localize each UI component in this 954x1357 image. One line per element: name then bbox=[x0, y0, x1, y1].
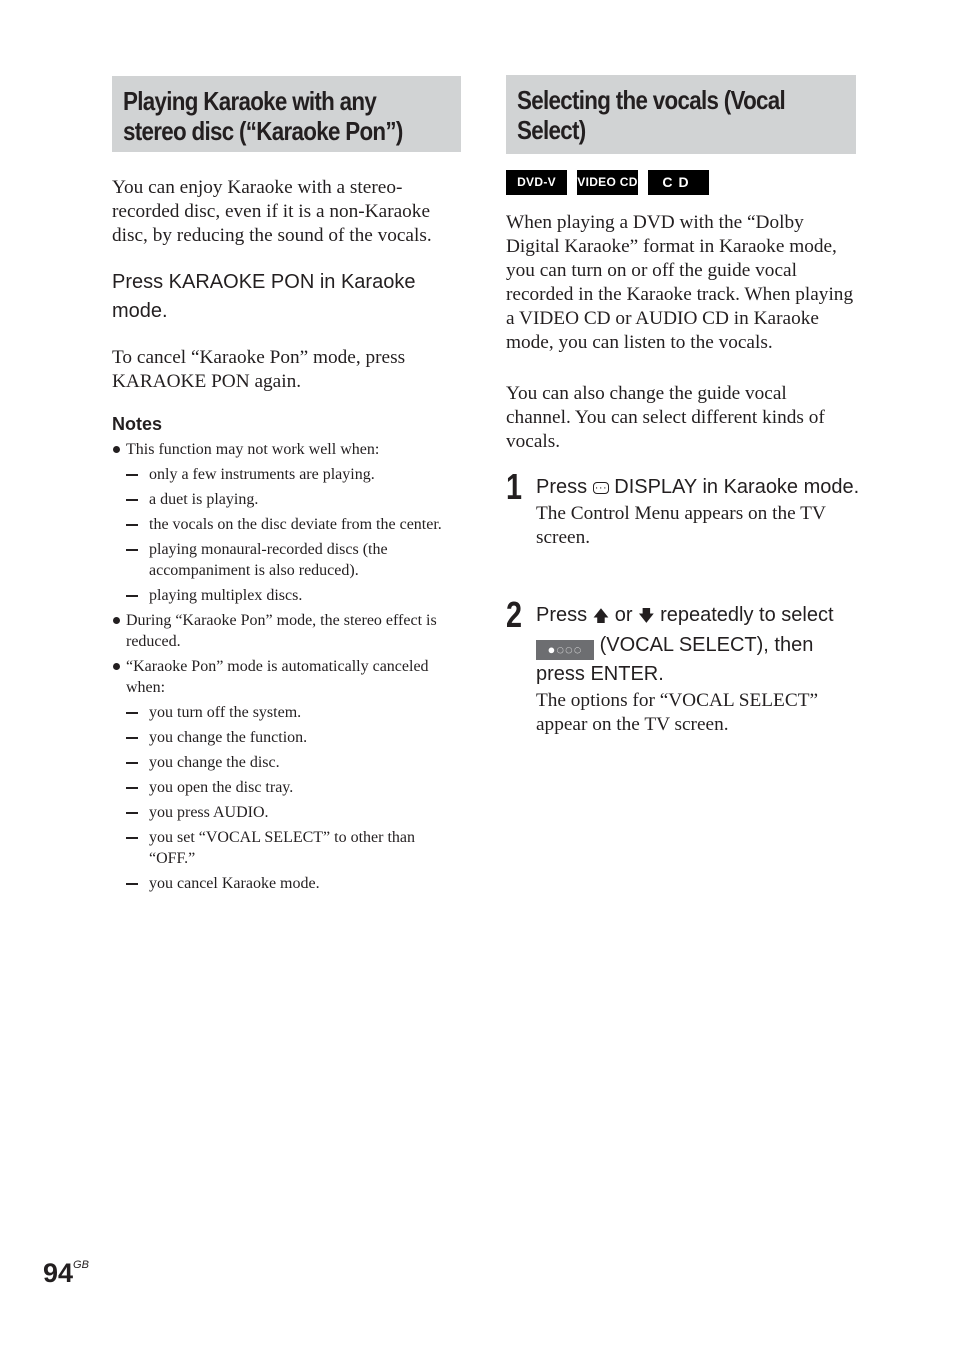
note-subitem bbox=[112, 873, 464, 894]
step-1 bbox=[506, 466, 866, 550]
step-2-result: The options for “VOCAL SELECT” appear on the TV screen. bbox=[536, 690, 819, 735]
note-subitem bbox=[112, 777, 464, 798]
step-1-rest-text: DISPLAY in Karaoke mode. bbox=[614, 476, 860, 498]
step-2 bbox=[506, 594, 866, 737]
note-text: This function may not work well when: bbox=[126, 441, 380, 458]
note-subitem-text: a duet is playing. bbox=[149, 491, 259, 508]
step-1-number: 1 bbox=[506, 466, 523, 507]
bullet-dot bbox=[113, 446, 120, 453]
step-1-instruction bbox=[536, 473, 866, 502]
up-arrow-icon: 🡅 bbox=[592, 608, 610, 625]
note-subitem bbox=[112, 585, 464, 606]
step-2-or-text: or bbox=[614, 604, 633, 626]
note-subitem bbox=[112, 489, 464, 510]
vocal-channel-paragraph: You can also change the guide vocal channel. You can select different kinds of vocals. bbox=[506, 383, 825, 452]
notes-title: Notes bbox=[112, 414, 163, 434]
note-subitem-text: you turn off the system. bbox=[149, 704, 302, 721]
page-number bbox=[43, 1245, 89, 1293]
note-subitem bbox=[112, 827, 464, 869]
heading-line-2: Select) bbox=[517, 115, 586, 145]
step-1-press-text: Press bbox=[536, 476, 588, 498]
note-item bbox=[112, 439, 464, 460]
note-subitem-text: you cancel Karaoke mode. bbox=[149, 875, 320, 892]
note-subitem bbox=[112, 539, 464, 581]
note-subitem-text: only a few instruments are playing. bbox=[149, 466, 375, 483]
step-2-number: 2 bbox=[506, 594, 523, 635]
note-subitem-text: you open the disc tray. bbox=[149, 779, 294, 796]
note-subitem bbox=[112, 727, 464, 748]
instruction-press-karaoke-pon: Press KARAOKE PON in Karaoke mode. bbox=[112, 271, 416, 322]
display-button-icon bbox=[593, 482, 609, 494]
page-suffix: GB bbox=[73, 1259, 89, 1271]
step-1-result: The Control Menu appears on the TV screen. bbox=[536, 503, 826, 548]
disc-type-badges bbox=[506, 170, 709, 195]
note-subitem bbox=[112, 514, 464, 535]
note-text: “Karaoke Pon” mode is automatically canceled when: bbox=[126, 658, 429, 696]
note-subitem-text: you set “VOCAL SELECT” to other than “OFF.” bbox=[149, 829, 416, 867]
note-subitem-text: you press AUDIO. bbox=[149, 804, 269, 821]
step-2-press-text: Press bbox=[536, 604, 588, 626]
step-2-rest-text: (VOCAL SELECT), then press ENTER. bbox=[536, 634, 814, 685]
bullet-dot bbox=[113, 617, 120, 624]
note-text: During “Karaoke Pon” mode, the stereo effect is reduced. bbox=[126, 612, 437, 650]
heading-line-2: stereo disc (“Karaoke Pon”) bbox=[123, 116, 403, 146]
heading-line-1: Selecting the vocals (Vocal bbox=[517, 85, 786, 115]
note-subitem bbox=[112, 802, 464, 823]
vocal-select-icon: ●◌◌◌ bbox=[536, 640, 594, 660]
note-item bbox=[112, 656, 464, 698]
intro-paragraph: You can enjoy Karaoke with a stereo-recorded disc, even if it is a non-Karaoke disc, by reducing the sound of the vocals. bbox=[112, 177, 432, 246]
note-subitem bbox=[112, 702, 464, 723]
note-subitem bbox=[112, 752, 464, 773]
badge-dvd-v: DVD-V bbox=[506, 170, 567, 195]
note-subitem-text: you change the disc. bbox=[149, 754, 280, 771]
badge-cd: CD bbox=[648, 170, 709, 195]
section-heading-vocal-select bbox=[506, 75, 856, 154]
note-item bbox=[112, 610, 464, 652]
note-subitem-text: the vocals on the disc deviate from the center. bbox=[149, 516, 442, 533]
down-arrow-icon: 🡇 bbox=[638, 608, 655, 625]
cancel-paragraph: To cancel “Karaoke Pon” mode, press KARAOKE PON again. bbox=[112, 347, 406, 392]
note-subitem-text: playing monaural-recorded discs (the accompaniment is also reduced). bbox=[149, 541, 388, 579]
note-subitem bbox=[112, 464, 464, 485]
note-subitem-text: you change the function. bbox=[149, 729, 308, 746]
badge-video-cd: VIDEO CD bbox=[577, 170, 638, 195]
section-heading-karaoke-pon bbox=[112, 76, 461, 152]
heading-line-1: Playing Karaoke with any bbox=[123, 86, 377, 116]
bullet-dot bbox=[113, 663, 120, 670]
step-2-repeat-text: repeatedly to select bbox=[660, 604, 834, 626]
note-subitem-text: playing multiplex discs. bbox=[149, 587, 303, 604]
page-number-value: 94 bbox=[43, 1258, 74, 1288]
vocal-intro-paragraph: When playing a DVD with the “Dolby Digital Karaoke” format in Karaoke mode, you can turn on or off the guide vocal recorded in the Karaoke track. When playing a VIDEO CD or AUDIO CD in Karaoke mode, you can listen to the vocals. bbox=[506, 212, 854, 353]
step-2-instruction bbox=[536, 601, 866, 689]
notes-list bbox=[112, 439, 464, 898]
